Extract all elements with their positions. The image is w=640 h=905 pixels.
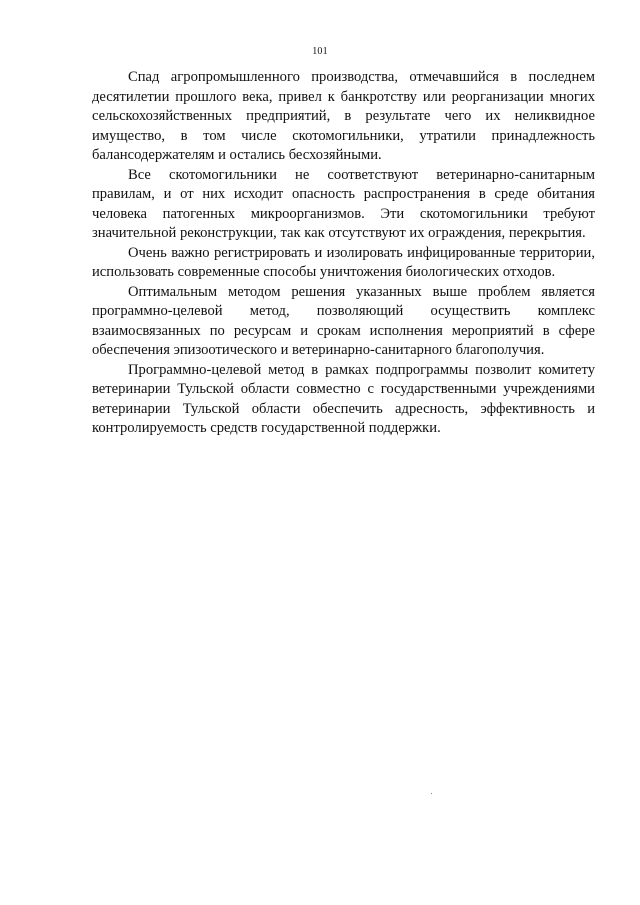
document-body	[92, 68, 595, 439]
scan-speck	[431, 793, 432, 794]
paragraph-1: Спад агропромышленного производства, отмечавшийся в последнем десятилетии прошлого века, привел к банкротству или реорганизации многих сельскохозяйственных предприятий, в результате чего их неликвидное имущество, в том числе скотомогильники, утратили принадлежность балансодержателям и остались бесхозяйными.	[92, 69, 595, 163]
paragraph-2: Все скотомогильники не соответствуют ветеринарно-санитарным правилам, и от них исходит опасность распространения в среде обитания человека патогенных микроорганизмов. Эти скотомогильники требуют значительной реконструкции, так как отсутствуют их ограждения, перекрытия.	[92, 166, 595, 241]
paragraph-3: Очень важно регистрировать и изолировать инфицированные территории, использовать современные способы уничтожения биологических отходов.	[92, 244, 595, 280]
paragraph-4: Оптимальным методом решения указанных выше проблем является программно-целевой метод, позволяющий осуществить комплекс взаимосвязанных по ресурсам и срокам исполнения мероприятий в сфере обеспечения эпизоотического и ветеринарно-санитарного благополучия.	[92, 283, 595, 358]
page-number: 101	[312, 46, 328, 57]
paragraph-5: Программно-целевой метод в рамках подпрограммы позволит комитету ветеринарии Тульской области совместно с государственными учреждениями ветеринарии Тульской области обеспечить адресность, эффективность и контролируемость средств государственной поддержки.	[92, 361, 595, 436]
